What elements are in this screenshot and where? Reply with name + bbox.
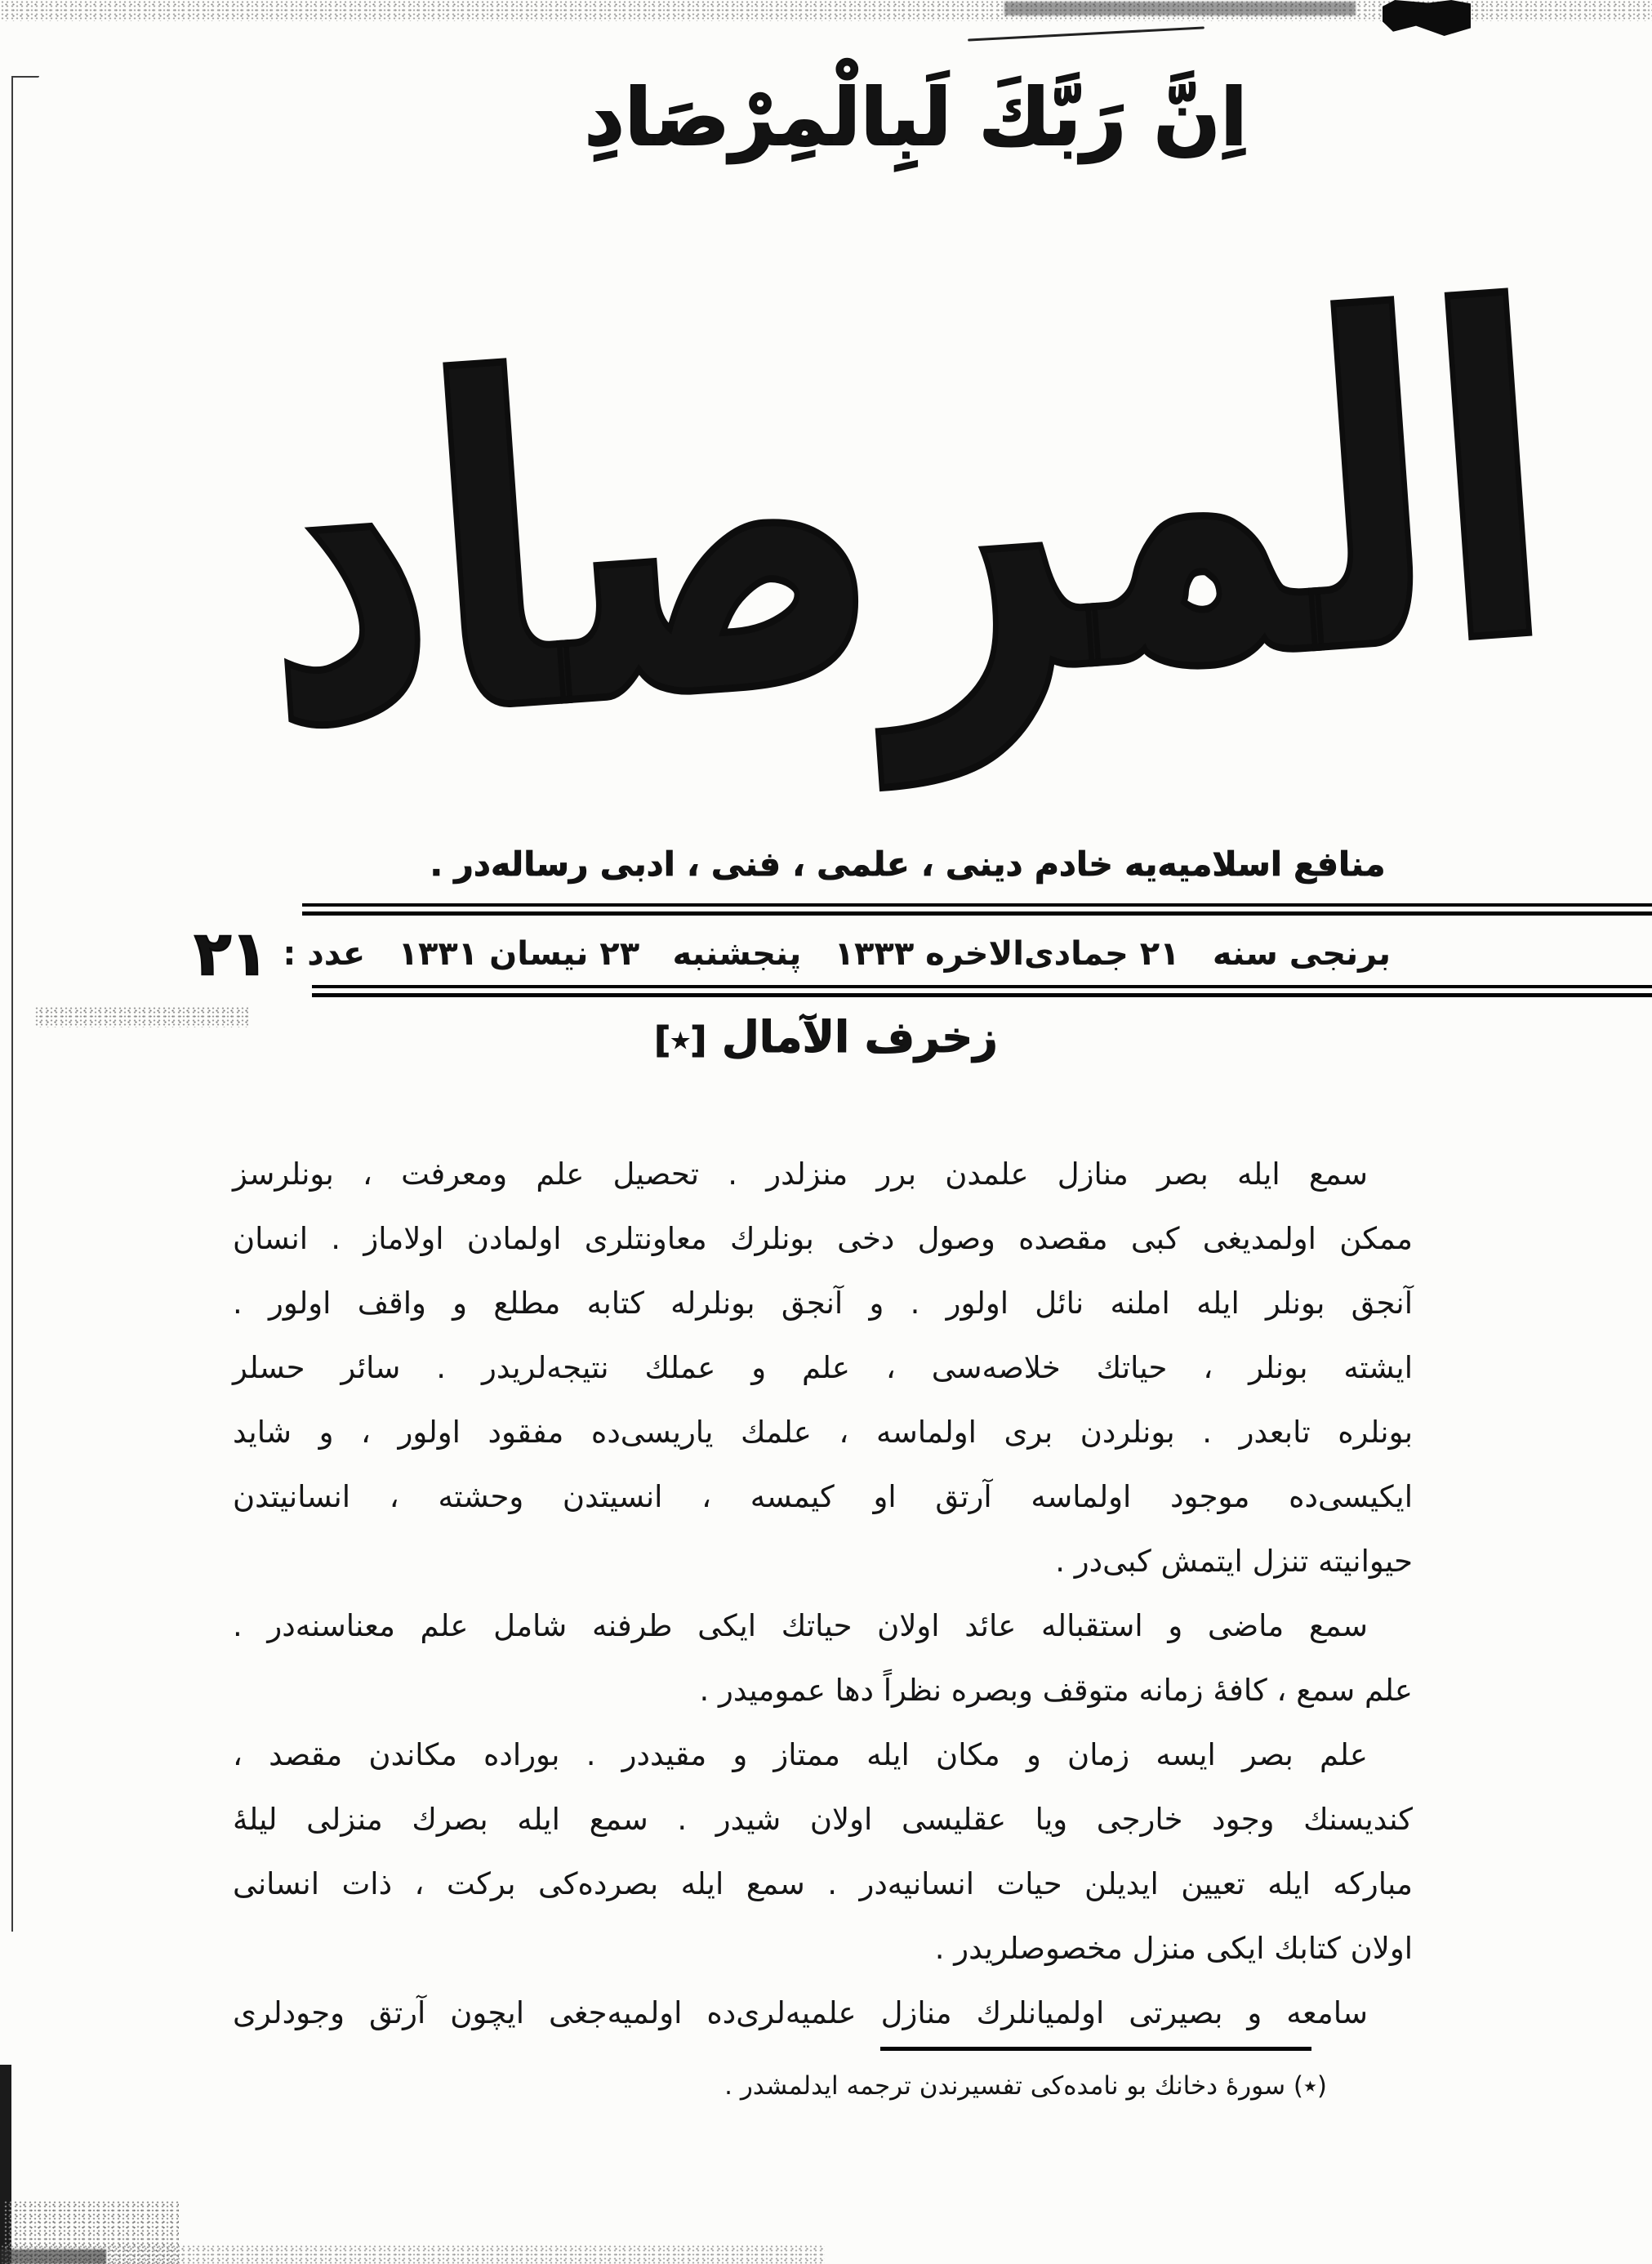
scan-dash-bottom-left — [0, 2249, 106, 2264]
footnote-marker: [٭] — [654, 1019, 707, 1061]
body-text-line: كنديسنك وجود خارجى ويا عقليسى اولان شيدر . سمع ايله بصرك منزلى ليلهٔ — [233, 1802, 1413, 1837]
issue-number-group — [194, 919, 366, 989]
article-heading — [0, 1013, 1652, 1063]
body-text-line: سمع ايله بصر منازل علمدن برر منزلدر . تحصيل علم ومعرفت ، بونلرسز — [233, 1157, 1368, 1192]
double-rule-top — [302, 903, 1652, 916]
scan-page-edge-corner — [11, 76, 39, 78]
body-text-line: بونلره تابعدر . بونلردن برى اولماسه ، علمك ياريسى‌ده مفقود اولور ، و شايد — [233, 1415, 1413, 1450]
dateline-rumi-date: ٢٣ نيسان ١٣٣١ — [398, 935, 640, 973]
dateline-hijri-date: ٢١ جمادى‌الاخره ١٣٣٣ — [834, 935, 1180, 973]
masthead — [0, 215, 1652, 827]
issue-number: ٢١ — [194, 919, 269, 989]
footnote-separator-rule — [880, 2047, 1311, 2051]
scan-pen-stroke — [968, 26, 1204, 41]
double-rule-bottom — [312, 985, 1652, 997]
journal-title-calligraphy: المرصاد — [242, 215, 1565, 827]
quranic-motto-calligraphy: اِنَّ رَبَّكَ لَبِالْمِرْصَادِ — [584, 72, 1248, 163]
body-text-line: ايشته بونلر ، حياتك خلاصه‌سى ، علم و عملك نتيجه‌لريدر . سائر حسلر — [233, 1350, 1413, 1385]
scan-ink-blob-top-right — [1383, 0, 1471, 36]
dateline-weekday: پنجشنبه — [672, 935, 802, 973]
body-text-line: علم سمع ، كافهٔ زمانه متوقف وبصره نظراً دها عموميدر . — [699, 1673, 1413, 1708]
article-body — [233, 1142, 1413, 2045]
scan-noise-band-top-dark — [1004, 2, 1356, 16]
body-text-line: آنجق بونلر ايله املنه نائل اولور . و آنجق بونلرله كتابه مطلع و واقف اولور . — [233, 1286, 1413, 1321]
body-text-line: اولان كتابك ايكى منزل مخصوصلريدر . — [934, 1931, 1413, 1966]
body-text-line: حيوانيته تنزل ايتمش كبى‌در . — [1055, 1544, 1413, 1579]
journal-subtitle: منافع اسلاميه‌يه خادم دينى ، علمى ، فنى ، ادبى رساله‌در . — [430, 845, 1386, 884]
scan-noise-band-bottom — [0, 2244, 825, 2264]
dateline-volume: برنجى سنه — [1212, 935, 1391, 973]
body-text-line: سمع ماضى و استقباله عائد اولان حياتك ايكى طرفنه شامل علم معناسنه‌در . — [233, 1608, 1368, 1643]
body-text-line: علم بصر ايسه زمان و مكان ايله ممتاز و مقيددر . بوراده مكاندن مقصد ، — [233, 1737, 1368, 1772]
body-text-line: مباركه ايله تعيين ايديلن حيات انسانيه‌در . سمع ايله بصرده‌كى بركت ، ذات انسانى — [233, 1866, 1413, 1901]
body-text-line: ايكيسى‌ده موجود اولماسه آرتق او كيمسه ، انسيتدن وحشته ، انسانيتدن — [233, 1479, 1413, 1514]
issue-label: عدد : — [283, 935, 366, 973]
body-text-line: سامعه و بصيرتى اولميانلرك منازل علميه‌لرى‌ده اولميه‌جغى ايچون آرتق وجودلرى — [233, 1995, 1368, 2030]
footnote-text: (٭) سورهٔ دخانك بو نامده‌كى تفسيرندن ترجمه ايدلمشدر . — [724, 2071, 1327, 2101]
dateline-row — [194, 919, 1391, 989]
body-text-line: ممكن اولمديغى كبى مقصده وصول دخى بونلرك معاونتلرى اولمادن اولاماز . انسان — [233, 1221, 1413, 1256]
article-heading-text: زخرف الآمال — [721, 1013, 998, 1063]
